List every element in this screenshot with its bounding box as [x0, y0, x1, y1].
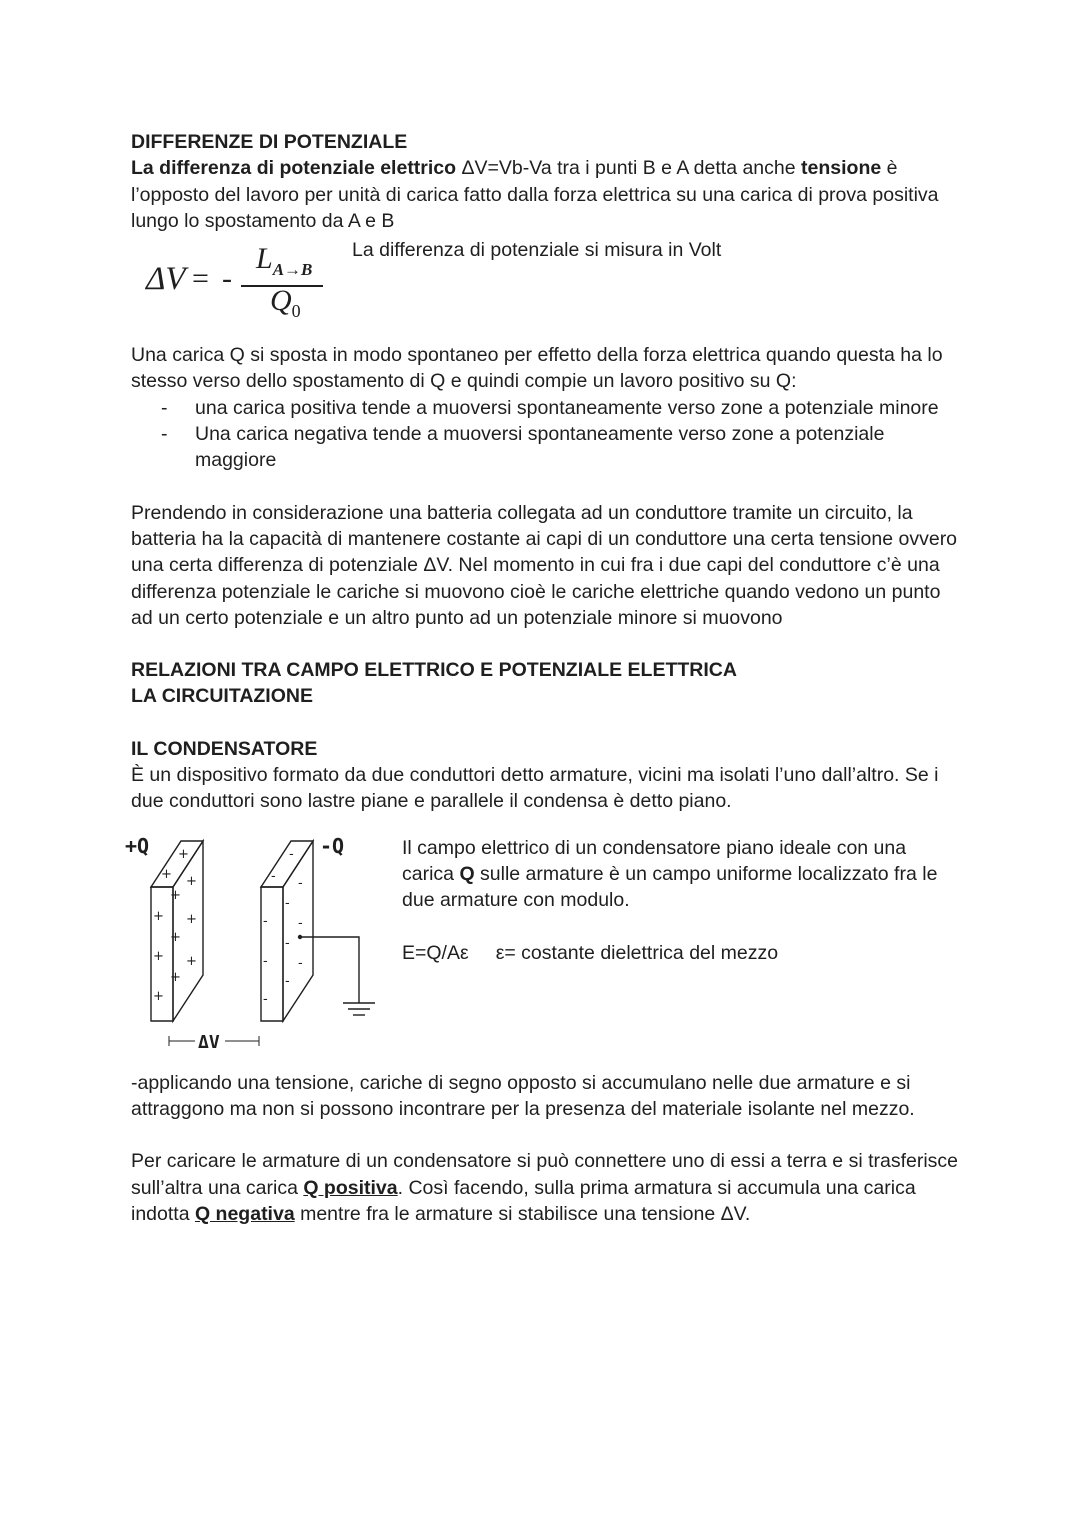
negative-plate [261, 841, 313, 1021]
ground-wire [299, 935, 376, 1015]
spontaneous-paragraph: Una carica Q si sposta in modo spontaneo per effetto della forza elettrica quando questa ha lo stesso verso dello spostamento di Q e quindi compie un lavoro positivo su Q: [131, 344, 943, 393]
intro-paragraph [131, 155, 961, 234]
charge-list [131, 395, 961, 474]
capacitor-description [402, 835, 962, 966]
epsilon-note: ε= costante dielettrica del mezzo [495, 941, 779, 964]
formula-denominator: $Q_0$ [270, 284, 301, 322]
field-equation-line [402, 940, 962, 966]
section-title-capacitor: IL CONDENSATORE [131, 737, 318, 760]
formula-row [131, 234, 961, 342]
list-item: - una carica positiva tende a muoversi spontaneamente verso zone a potenziale minore [131, 395, 961, 421]
svg-text:-: - [285, 973, 290, 989]
svg-text:+: + [170, 929, 181, 945]
svg-text:-: - [289, 846, 294, 862]
svg-text:+: + [170, 887, 181, 903]
list-item: - Una carica negativa tende a muoversi spontaneamente verso zone a potenziale maggiore [131, 421, 961, 474]
intro-text-1: ΔV=Vb-Va tra i punti B e A detta anche [456, 157, 802, 180]
svg-text:-: - [285, 935, 290, 951]
volt-note: La differenza di potenziale si misura in Volt [352, 239, 722, 262]
svg-text:+: + [170, 969, 181, 985]
svg-text:-: - [298, 875, 303, 891]
capacitor-definition: È un dispositivo formato da due conduttori detto armature, vicini ma isolati l’uno dall’altro. Se i due conduttori sono lastre piane e parallele il condensa è detto piano. [131, 764, 939, 813]
plus-q-label: +Q [125, 834, 150, 858]
svg-text:-: - [298, 915, 303, 931]
svg-text:-: - [271, 868, 276, 884]
intro-text-2: è l’opposto del lavoro per unità di carica fatto dalla forza elettrica su una carica di prova positiva lungo lo spostamento da A e B [131, 157, 939, 232]
field-equation: E=Q/Aε [402, 941, 469, 964]
tension-paragraph: -applicando una tensione, cariche di segno opposto si accumulano nelle due armature e si attraggono ma non si possono incontrare per la presenza del materiale isolante nel mezzo. [131, 1071, 915, 1120]
dv-dimension [169, 1032, 259, 1050]
section-title-circuitation: LA CIRCUITAZIONE [131, 685, 313, 708]
positive-signs [153, 847, 197, 1004]
formula-numerator: $L_{A\to B}$ [256, 242, 313, 280]
svg-text:-: - [263, 991, 268, 1007]
svg-text:+: + [186, 911, 197, 927]
svg-text:-: - [285, 895, 290, 911]
svg-text:+: + [153, 988, 164, 1004]
svg-text:-: - [298, 955, 303, 971]
battery-paragraph: Prendendo in considerazione una batteria collegata ad un conduttore tramite un circuito, la batteria ha la capacità di mantenere costante ai capi di un conduttore una certa tensione ovvero una certa differenza di potenziale ΔV. Nel momento in cui fra i due capi del conduttore c’è una differenza potenziale le cariche si muovono cioè le cariche elettriche quando vedono un punto ad un certo potenziale e un altro punto ad un potenziale minore si muovono [131, 501, 958, 629]
field-q-bold: Q [459, 862, 475, 885]
dv-label: ΔV [198, 1031, 220, 1050]
section-title-potential: DIFFERENZE DI POTENZIALE [131, 131, 408, 153]
svg-text:+: + [161, 866, 172, 882]
q-negative-emphasis: Q negativa [194, 1202, 295, 1225]
intro-bold: La differenza di potenziale elettrico [131, 157, 457, 180]
charging-paragraph: Per caricare le armature di un condensatore si può connettere uno di essi a terra e si trasferisce sull’altra una carica Q positiva. Così facendo, sulla prima armatura si accumula una carica indotta Q negativa mentre fra le armature si stabilisce una tensione ΔV. [131, 1150, 959, 1225]
svg-text:-: - [263, 913, 268, 929]
svg-text:+: + [186, 873, 197, 889]
svg-text:+: + [153, 948, 164, 964]
formula-lhs: ΔV [146, 261, 186, 298]
intro-bold-tension: tensione [801, 157, 882, 180]
minus-q-label: -Q [320, 834, 345, 858]
formula-equals: = [192, 262, 209, 296]
formula-minus: - [222, 262, 232, 296]
field-paragraph: Il campo elettrico di un condensatore piano ideale con una carica Q sulle armature è un campo uniforme localizzato fra le due armature con modulo. [402, 836, 938, 912]
capacitor-row [125, 815, 961, 1070]
capacitor-diagram [125, 835, 395, 1050]
q-positive-emphasis: Q positiva [303, 1176, 398, 1199]
svg-text:-: - [263, 953, 268, 969]
svg-text:+: + [186, 953, 197, 969]
document-page [125, 129, 961, 1227]
section-title-relations: RELAZIONI TRA CAMPO ELETTRICO E POTENZIALE ELETTRICA [131, 659, 737, 682]
svg-text:+: + [153, 908, 164, 924]
svg-text:+: + [178, 846, 189, 862]
